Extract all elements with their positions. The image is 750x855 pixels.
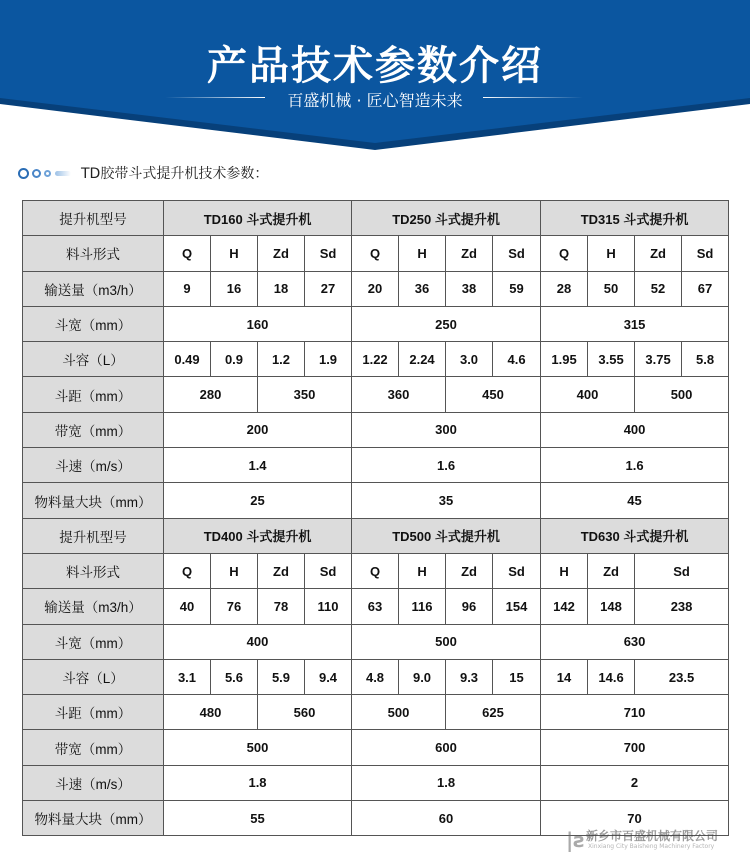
cell: 480 [164, 695, 258, 730]
row-label: 输送量（m3/h） [23, 589, 164, 624]
subtitle-divider-right [483, 97, 583, 98]
cell: 710 [541, 695, 729, 730]
model-header: TD160 斗式提升机 [164, 201, 352, 236]
row-label: 带宽（mm） [23, 730, 164, 765]
cell: 400 [541, 377, 635, 412]
table-row-model [23, 201, 729, 236]
row-label: 斗宽（mm） [23, 306, 164, 341]
cell: 27 [305, 271, 352, 306]
cell: 36 [399, 271, 446, 306]
row-label: 斗容（L） [23, 659, 164, 694]
cell: 1.22 [352, 342, 399, 377]
table-row-max-lump [23, 483, 729, 518]
model-header: TD315 斗式提升机 [541, 201, 729, 236]
cell: 55 [164, 801, 352, 836]
cell: 3.1 [164, 659, 211, 694]
cell: 4.6 [493, 342, 541, 377]
table-row-bucket-width [23, 624, 729, 659]
cell: 2 [541, 765, 729, 800]
cell: 45 [541, 483, 729, 518]
row-label: 斗容（L） [23, 342, 164, 377]
cell: 67 [682, 271, 729, 306]
cell: 18 [258, 271, 305, 306]
cell: 0.49 [164, 342, 211, 377]
cell: Q [164, 553, 211, 588]
three-circles-bullet-icon [18, 168, 71, 179]
cell: 154 [493, 589, 541, 624]
page-subtitle: 百盛机械 · 匠心智造未来 [287, 91, 463, 110]
cell: 1.8 [164, 765, 352, 800]
cell: 15 [493, 659, 541, 694]
cell: H [541, 553, 588, 588]
table-row-bucket-pitch [23, 695, 729, 730]
cell: 4.8 [352, 659, 399, 694]
row-label: 料斗形式 [23, 553, 164, 588]
model-header: TD250 斗式提升机 [352, 201, 541, 236]
cell: 400 [164, 624, 352, 659]
table-row-capacity [23, 271, 729, 306]
cell: 315 [541, 306, 729, 341]
model-header: TD630 斗式提升机 [541, 518, 729, 553]
cell: H [399, 553, 446, 588]
row-label: 料斗形式 [23, 236, 164, 271]
cell: 400 [541, 412, 729, 447]
cell: 110 [305, 589, 352, 624]
cell: 14.6 [588, 659, 635, 694]
cell: Sd [493, 236, 541, 271]
cell: 70 [541, 801, 729, 836]
cell: 0.9 [211, 342, 258, 377]
spec-table [22, 200, 729, 836]
table-row-belt-width [23, 730, 729, 765]
table-row-bucket-width [23, 306, 729, 341]
cell: 14 [541, 659, 588, 694]
cell: Q [352, 236, 399, 271]
cell: 5.9 [258, 659, 305, 694]
cell: 20 [352, 271, 399, 306]
cell: 3.0 [446, 342, 493, 377]
table-row-bucket-speed [23, 765, 729, 800]
section-heading [18, 163, 268, 183]
cell: 40 [164, 589, 211, 624]
cell: 625 [446, 695, 541, 730]
cell: 250 [352, 306, 541, 341]
cell: 9 [164, 271, 211, 306]
cell: 23.5 [635, 659, 729, 694]
table-row-model [23, 518, 729, 553]
cell: 116 [399, 589, 446, 624]
cell: 280 [164, 377, 258, 412]
cell: 38 [446, 271, 493, 306]
cell: 96 [446, 589, 493, 624]
cell: 630 [541, 624, 729, 659]
cell: 350 [258, 377, 352, 412]
cell: 700 [541, 730, 729, 765]
cell: Q [541, 236, 588, 271]
row-label: 斗距（mm） [23, 695, 164, 730]
cell: 25 [164, 483, 352, 518]
table-row-bucket-type [23, 553, 729, 588]
cell: Zd [446, 553, 493, 588]
cell: 1.4 [164, 448, 352, 483]
row-label: 斗速（m/s） [23, 448, 164, 483]
cell: Sd [682, 236, 729, 271]
cell: Zd [446, 236, 493, 271]
cell: 500 [635, 377, 729, 412]
row-label: 斗宽（mm） [23, 624, 164, 659]
cell: 76 [211, 589, 258, 624]
row-label: 斗距（mm） [23, 377, 164, 412]
cell: 500 [352, 624, 541, 659]
cell: 3.55 [588, 342, 635, 377]
cell: 360 [352, 377, 446, 412]
cell: 200 [164, 412, 352, 447]
cell: 238 [635, 589, 729, 624]
row-label: 带宽（mm） [23, 412, 164, 447]
cell: H [588, 236, 635, 271]
cell: 50 [588, 271, 635, 306]
watermark-cn: 新乡市百盛机械有限公司 [586, 829, 719, 843]
cell: 148 [588, 589, 635, 624]
row-label: 输送量（m3/h） [23, 271, 164, 306]
header-banner [0, 0, 750, 150]
cell: 5.8 [682, 342, 729, 377]
cell: Sd [493, 553, 541, 588]
cell: 160 [164, 306, 352, 341]
cell: 9.4 [305, 659, 352, 694]
cell: 5.6 [211, 659, 258, 694]
cell: Q [352, 553, 399, 588]
cell: 500 [352, 695, 446, 730]
cell: 78 [258, 589, 305, 624]
cell: H [211, 553, 258, 588]
cell: Zd [258, 236, 305, 271]
cell: 500 [164, 730, 352, 765]
section-title: TD胶带斗式提升机技术参数： [81, 166, 269, 182]
cell: Q [164, 236, 211, 271]
cell: 450 [446, 377, 541, 412]
cell: 560 [258, 695, 352, 730]
table-row-bucket-volume [23, 342, 729, 377]
cell: H [399, 236, 446, 271]
table-row-belt-width [23, 412, 729, 447]
table-row-capacity [23, 589, 729, 624]
cell: Sd [305, 236, 352, 271]
cell: 1.95 [541, 342, 588, 377]
cell: H [211, 236, 258, 271]
cell: 1.2 [258, 342, 305, 377]
cell: 1.9 [305, 342, 352, 377]
cell: Zd [588, 553, 635, 588]
row-label: 斗速（m/s） [23, 765, 164, 800]
table-row-bucket-speed [23, 448, 729, 483]
cell: 1.6 [352, 448, 541, 483]
row-label: 提升机型号 [23, 518, 164, 553]
cell: 28 [541, 271, 588, 306]
table-row-bucket-volume [23, 659, 729, 694]
watermark-en: Xinxiang City Baisheng Machinery Factory [588, 843, 715, 850]
page-title: 产品技术参数介绍 [207, 43, 543, 89]
cell: 9.3 [446, 659, 493, 694]
cell: Zd [258, 553, 305, 588]
cell: 1.6 [541, 448, 729, 483]
cell: 59 [493, 271, 541, 306]
cell: 300 [352, 412, 541, 447]
row-label: 提升机型号 [23, 201, 164, 236]
cell: 142 [541, 589, 588, 624]
cell: Zd [635, 236, 682, 271]
cell: Sd [305, 553, 352, 588]
cell: 600 [352, 730, 541, 765]
row-label: 物料量大块（mm） [23, 801, 164, 836]
model-header: TD400 斗式提升机 [164, 518, 352, 553]
cell: 16 [211, 271, 258, 306]
cell: 52 [635, 271, 682, 306]
cell: 63 [352, 589, 399, 624]
cell: 35 [352, 483, 541, 518]
model-header: TD500 斗式提升机 [352, 518, 541, 553]
company-logo-icon: |ƨ [566, 828, 586, 852]
cell: 9.0 [399, 659, 446, 694]
cell: 3.75 [635, 342, 682, 377]
row-label: 物料量大块（mm） [23, 483, 164, 518]
company-watermark [566, 826, 746, 854]
table-row-bucket-pitch [23, 377, 729, 412]
cell: Sd [635, 553, 729, 588]
cell: 1.8 [352, 765, 541, 800]
table-row-bucket-type [23, 236, 729, 271]
cell: 60 [352, 801, 541, 836]
cell: 2.24 [399, 342, 446, 377]
